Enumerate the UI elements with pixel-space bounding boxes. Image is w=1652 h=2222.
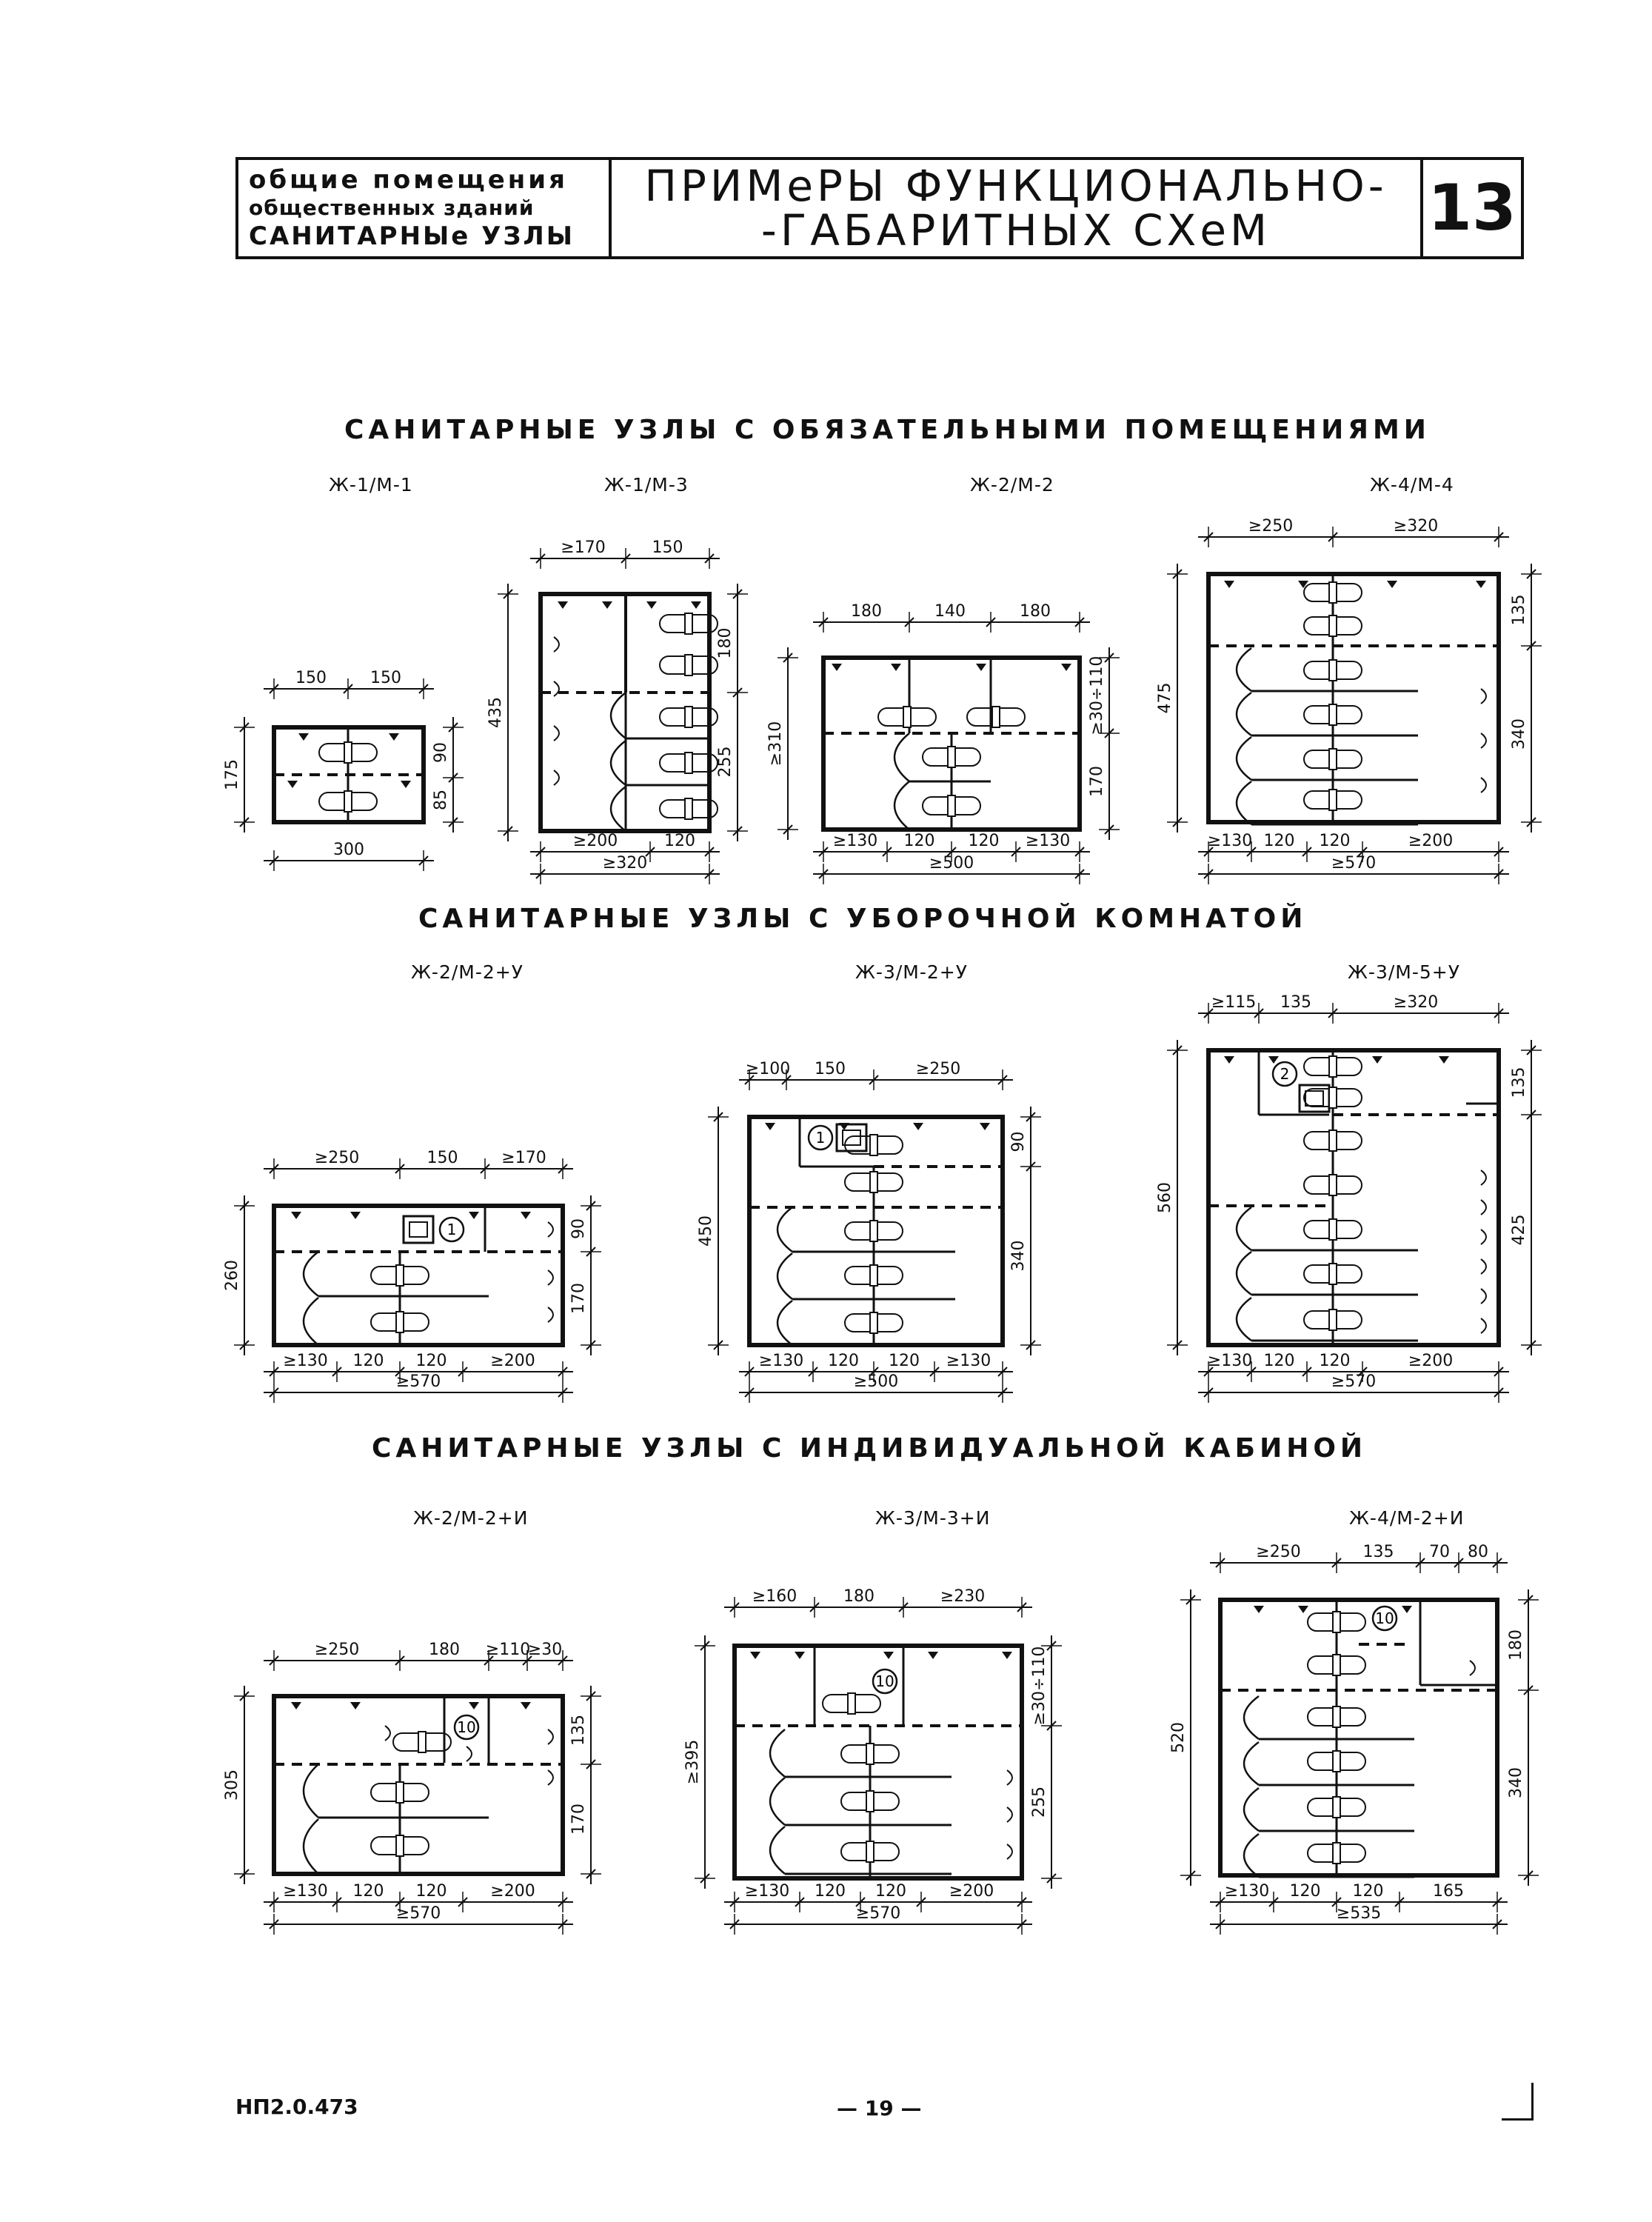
stall-partition [777,1301,955,1345]
vent-marker-icon [1387,581,1397,588]
dimension-label: 305 [223,1769,241,1801]
dimension-label: 135 [1510,1067,1528,1098]
dimension-label: ≥320 [602,854,648,873]
dimension-label: ≥110 [485,1641,531,1659]
toilet-icon [845,1312,903,1333]
marker-label: 1 [815,1129,826,1147]
dimension-label: 120 [815,1882,846,1901]
dimension-label: 120 [1319,832,1351,850]
room-wall [1208,1050,1499,1345]
vent-marker-icon [1298,1606,1308,1613]
section-title-individual-cabin: САНИТАРНЫЕ УЗЛЫ С ИНДИВИДУАЛЬНОЙ КАБИНОЙ [372,1433,1368,1464]
washbasin-icon [554,770,559,785]
washbasin-icon [385,1726,390,1741]
room-wall [274,1696,563,1874]
vent-marker-icon [795,1652,805,1659]
dimension-label: 120 [1263,1352,1295,1370]
vent-marker-icon [976,664,986,671]
dimension-label: ≥250 [1248,517,1294,536]
washbasin-icon [1007,1770,1012,1785]
page-number: — 19 — [837,2096,922,2121]
toilet-icon [923,795,980,816]
toilet-icon [1304,1264,1362,1284]
dimension-label: 120 [828,1352,859,1370]
toilet-icon [1304,660,1362,681]
plan-label: Ж-4/М-2+И [1349,1507,1465,1529]
stall-partition [777,1253,955,1299]
dimension-label: ≥250 [915,1060,961,1078]
washbasin-icon [548,1222,553,1237]
dimension-label: ≥200 [949,1882,994,1901]
dimension-label: ≥130 [1207,1352,1253,1370]
toilet-icon [823,1693,880,1714]
dimension-label: 135 [569,1715,588,1746]
dimension-label: 120 [889,1352,920,1370]
dimension-label: 135 [1362,1543,1394,1561]
room-wall [1208,574,1499,822]
marker-icon [440,1218,464,1241]
dimension-label: ≥570 [395,1372,441,1391]
dimension-label: 70 [1429,1543,1450,1561]
stall-partition [1237,781,1418,824]
dimension-label: 80 [1468,1543,1488,1561]
dimension-label: ≥160 [752,1587,797,1606]
vent-marker-icon [839,1123,849,1130]
dimension-label: ≥200 [572,832,618,850]
marker-icon [809,1126,832,1150]
dimension-label: ≥570 [1331,1372,1377,1391]
dimension-label: 120 [1263,832,1295,850]
marker-label: 10 [875,1672,894,1690]
dimension-label: ≥115 [1211,993,1257,1012]
washbasin-icon [1481,1200,1486,1215]
washbasin-icon [1481,1318,1486,1333]
dimension-label: ≥130 [1224,1882,1270,1901]
cleaning-sink-icon [837,1124,866,1151]
vent-marker-icon [750,1652,760,1659]
dimension-label: 450 [697,1215,715,1247]
stall-partition [770,1778,952,1825]
marker-icon [1373,1607,1397,1630]
dimension-label: 135 [1280,993,1311,1012]
dimension-label: ≥130 [744,1882,790,1901]
toilet-icon [1304,582,1362,603]
dimension-label: 180 [851,602,882,621]
vent-marker-icon [928,1652,938,1659]
washbasin-icon [1481,689,1486,704]
dimension-label: 120 [968,832,1000,850]
cleaning-sink-icon [409,1222,427,1237]
toilet-icon [1304,1130,1362,1151]
dimension-label: 180 [1507,1629,1525,1661]
toilet-icon [319,791,377,812]
vent-marker-icon [389,733,399,741]
dimension-label: 180 [1020,602,1051,621]
marker-label: 10 [1375,1609,1394,1627]
dimension-label: 300 [333,841,364,859]
dimension-label: 150 [370,669,401,687]
vent-marker-icon [980,1123,990,1130]
vent-marker-icon [883,1652,894,1659]
dimension-label: 425 [1510,1214,1528,1246]
dimension-label: ≥500 [853,1372,899,1391]
toilet-icon [845,1265,903,1286]
vent-marker-icon [558,601,568,609]
vent-marker-icon [1476,581,1486,588]
dimension-label: ≥200 [490,1882,535,1901]
dimension-label: ≥130 [832,832,878,850]
dimension-label: 170 [1088,766,1106,797]
dimension-label: ≥130 [1207,832,1253,850]
toilet-icon [1304,615,1362,636]
stall-partition [1244,1788,1414,1831]
dimension-label: ≥30÷110 [1030,1646,1049,1726]
plan-label: Ж-3/М-2+У [855,961,968,983]
stall-partition [1237,648,1418,691]
dimension-label: ≥320 [1393,517,1439,536]
toilet-icon [371,1782,429,1803]
toilet-icon [393,1732,451,1752]
corner-mark [1502,2083,1534,2121]
vent-marker-icon [521,1702,531,1709]
vent-marker-icon [765,1123,775,1130]
vent-marker-icon [291,1212,301,1219]
vent-marker-icon [1002,1652,1012,1659]
dimension-label: ≥250 [1256,1543,1301,1561]
dimension-label: 255 [716,746,735,778]
toilet-icon [878,707,936,727]
sheet-number: 13 [1420,160,1521,256]
dimension-label: ≥170 [501,1149,546,1167]
washbasin-icon [1007,1844,1012,1859]
toilet-icon [371,1265,429,1286]
washbasin-icon [548,1770,553,1785]
washbasin-icon [1481,1259,1486,1274]
toilet-icon [845,1221,903,1241]
vent-marker-icon [646,601,657,609]
category-line-3: САНИТАРНЫе УЗЛЫ [249,221,575,251]
dimension-label: 560 [1156,1182,1174,1213]
dimension-label: 90 [1009,1131,1028,1152]
toilet-icon [1308,1843,1365,1864]
toilet-icon [1304,1056,1362,1077]
toilet-icon [1308,1751,1365,1772]
dimension-label: 435 [486,697,505,728]
dimension-label: 180 [429,1641,460,1659]
stall-partition [1244,1696,1414,1739]
dimension-label: ≥310 [766,721,785,767]
dimension-label: 150 [652,538,683,557]
dimension-label: 340 [1510,718,1528,750]
dimension-label: 85 [432,790,450,810]
dimension-label: 90 [432,742,450,763]
stall-partition [1237,693,1418,735]
vent-marker-icon [691,601,701,609]
stall-partition [1244,1834,1414,1877]
toilet-icon [1308,1612,1365,1632]
dimension-label: ≥570 [1331,854,1377,873]
category-line-2: общественных зданий [249,196,535,220]
cleaning-sink-icon [1305,1091,1323,1106]
washbasin-icon [554,681,559,696]
vent-marker-icon [1372,1056,1382,1064]
toilet-icon [1304,749,1362,770]
vent-marker-icon [291,1702,301,1709]
stall-partition [1237,1207,1418,1250]
dimension-label: 170 [569,1804,588,1835]
dimension-label: ≥250 [314,1641,360,1659]
vent-marker-icon [401,781,411,788]
plan-label: Ж-2/М-2 [970,474,1054,496]
stall-partition [894,733,991,781]
dimension-label: 340 [1009,1240,1028,1272]
dimension-label: 165 [1433,1882,1464,1901]
dimension-label: 120 [352,1882,384,1901]
section-title-mandatory: САНИТАРНЫЕ УЗЛЫ С ОБЯЗАТЕЛЬНЫМИ ПОМЕЩЕНИЯМИ [344,415,1431,445]
document-code: НП2.0.473 [235,2095,358,2119]
vent-marker-icon [913,1123,923,1130]
plan-label: Ж-4/М-4 [1370,474,1454,496]
toilet-icon [841,1744,899,1764]
vent-marker-icon [287,781,298,788]
dimension-label: 120 [415,1352,447,1370]
plan-label: Ж-2/М-2+И [413,1507,529,1529]
room-wall [1220,1600,1497,1875]
dimension-label: ≥130 [1025,832,1071,850]
dimension-label: ≥535 [1336,1904,1382,1923]
section-title-cleaning-room: САНИТАРНЫЕ УЗЛЫ С УБОРОЧНОЙ КОМНАТОЙ [418,904,1308,934]
stall-partition [1237,737,1418,780]
vent-marker-icon [350,1702,361,1709]
washbasin-icon [1481,1230,1486,1244]
vent-marker-icon [1268,1056,1279,1064]
dimension-label: 475 [1156,682,1174,714]
vent-marker-icon [298,733,309,741]
vent-marker-icon [1402,1606,1412,1613]
dimension-label: ≥170 [561,538,606,557]
vent-marker-icon [832,664,842,671]
dimension-label: 120 [1352,1882,1384,1901]
toilet-icon [319,742,377,763]
dimension-label: ≥30 [527,1641,563,1659]
dimension-label: 120 [352,1352,384,1370]
washbasin-icon [1481,733,1486,748]
toilet-icon [1304,790,1362,810]
dimension-label: ≥570 [395,1904,441,1923]
dimension-label: 180 [716,627,735,659]
washbasin-icon [466,1746,472,1761]
washbasin-icon [554,726,559,741]
dimension-label: 120 [664,832,695,850]
dimension-label: ≥130 [946,1352,991,1370]
marker-label: 1 [447,1221,457,1238]
dimension-label: 135 [1510,594,1528,626]
vent-marker-icon [521,1212,531,1219]
title-line-1: ПРИМеРЫ ФУНКЦИОНАЛЬНО- [644,161,1388,211]
plan-label: Ж-2/М-2+У [411,961,524,983]
toilet-icon [1304,704,1362,725]
toilet-icon [1304,1175,1362,1195]
dimension-label: ≥130 [283,1882,328,1901]
dimension-label: 120 [903,832,935,850]
dimension-label: ≥320 [1393,993,1439,1012]
vent-marker-icon [891,664,901,671]
stall-partition [1237,1298,1418,1341]
vent-marker-icon [1439,1056,1449,1064]
dimension-label: 260 [223,1260,241,1291]
plan-label: Ж-1/М-3 [604,474,689,496]
toilet-icon [371,1312,429,1332]
vent-marker-icon [1224,581,1234,588]
vent-marker-icon [602,601,612,609]
toilet-icon [1304,1219,1362,1240]
dimension-label: ≥230 [940,1587,986,1606]
marker-label: 10 [457,1718,476,1736]
dimension-label: 120 [875,1882,906,1901]
vent-marker-icon [1254,1606,1264,1613]
category-line-1: общие помещения [249,165,568,195]
toilet-icon [1308,1706,1365,1727]
title-line-2: -ГАБАРИТНЫХ СХеМ [760,205,1271,256]
vent-marker-icon [1061,664,1071,671]
stall-partition [770,1826,952,1874]
washbasin-icon [554,637,559,652]
washbasin-icon [1007,1807,1012,1822]
stall-partition [1244,1742,1414,1785]
toilet-icon [967,707,1025,727]
toilet-icon [1304,1309,1362,1330]
dimension-label: 150 [815,1060,846,1078]
cleaning-sink-icon [404,1216,433,1243]
vent-marker-icon [469,1212,479,1219]
stall-partition [894,781,991,830]
toilet-icon [1308,1655,1365,1675]
dimension-label: ≥250 [314,1149,360,1167]
marker-label: 2 [1280,1065,1290,1083]
plan-label: Ж-1/М-1 [329,474,413,496]
dimension-label: 150 [427,1149,458,1167]
room-wall [274,1206,563,1345]
dimension-label: 120 [415,1882,447,1901]
dimension-label: ≥570 [855,1904,901,1923]
dimension-label: ≥200 [490,1352,535,1370]
toilet-icon [1308,1797,1365,1818]
toilet-icon [371,1835,429,1856]
dimension-label: 120 [1289,1882,1321,1901]
plan-label: Ж-3/М-3+И [875,1507,991,1529]
marker-icon [455,1715,478,1739]
toilet-icon [845,1172,903,1192]
dimension-label: 175 [223,759,241,790]
toilet-icon [841,1841,899,1862]
dimension-label: ≥30÷110 [1088,655,1106,735]
dimension-label: ≥200 [1408,832,1454,850]
stall-partition [770,1729,952,1777]
dimension-label: 120 [1319,1352,1351,1370]
toilet-icon [841,1791,899,1812]
dimension-label: 140 [934,602,966,621]
dimension-label: ≥200 [1408,1352,1454,1370]
dimension-label: ≥130 [283,1352,328,1370]
marker-icon [873,1669,897,1693]
dimension-label: ≥130 [758,1352,804,1370]
dimension-label: 180 [843,1587,875,1606]
plan-label: Ж-3/М-5+У [1348,961,1460,983]
dimension-label: 150 [295,669,327,687]
dimension-label: 255 [1030,1786,1049,1818]
toilet-icon [923,747,980,767]
dimension-label: 90 [569,1218,588,1239]
dimension-label: ≥395 [683,1739,702,1785]
washbasin-icon [1470,1661,1475,1675]
vent-marker-icon [1224,1056,1234,1064]
washbasin-icon [548,1729,553,1744]
washbasin-icon [1481,1289,1486,1304]
dimension-label: 520 [1169,1722,1188,1753]
dimension-label: 340 [1507,1767,1525,1798]
vent-marker-icon [350,1212,361,1219]
marker-icon [1273,1062,1297,1086]
washbasin-icon [1481,778,1486,793]
dimension-label: 170 [569,1283,588,1314]
stall-partition [1237,1252,1418,1295]
washbasin-icon [548,1307,553,1322]
washbasin-icon [548,1270,553,1285]
dimension-label: ≥500 [929,854,974,873]
dimension-label: ≥100 [745,1060,791,1078]
washbasin-icon [1481,1170,1486,1185]
stall-partition [777,1207,955,1252]
vent-marker-icon [469,1702,479,1709]
